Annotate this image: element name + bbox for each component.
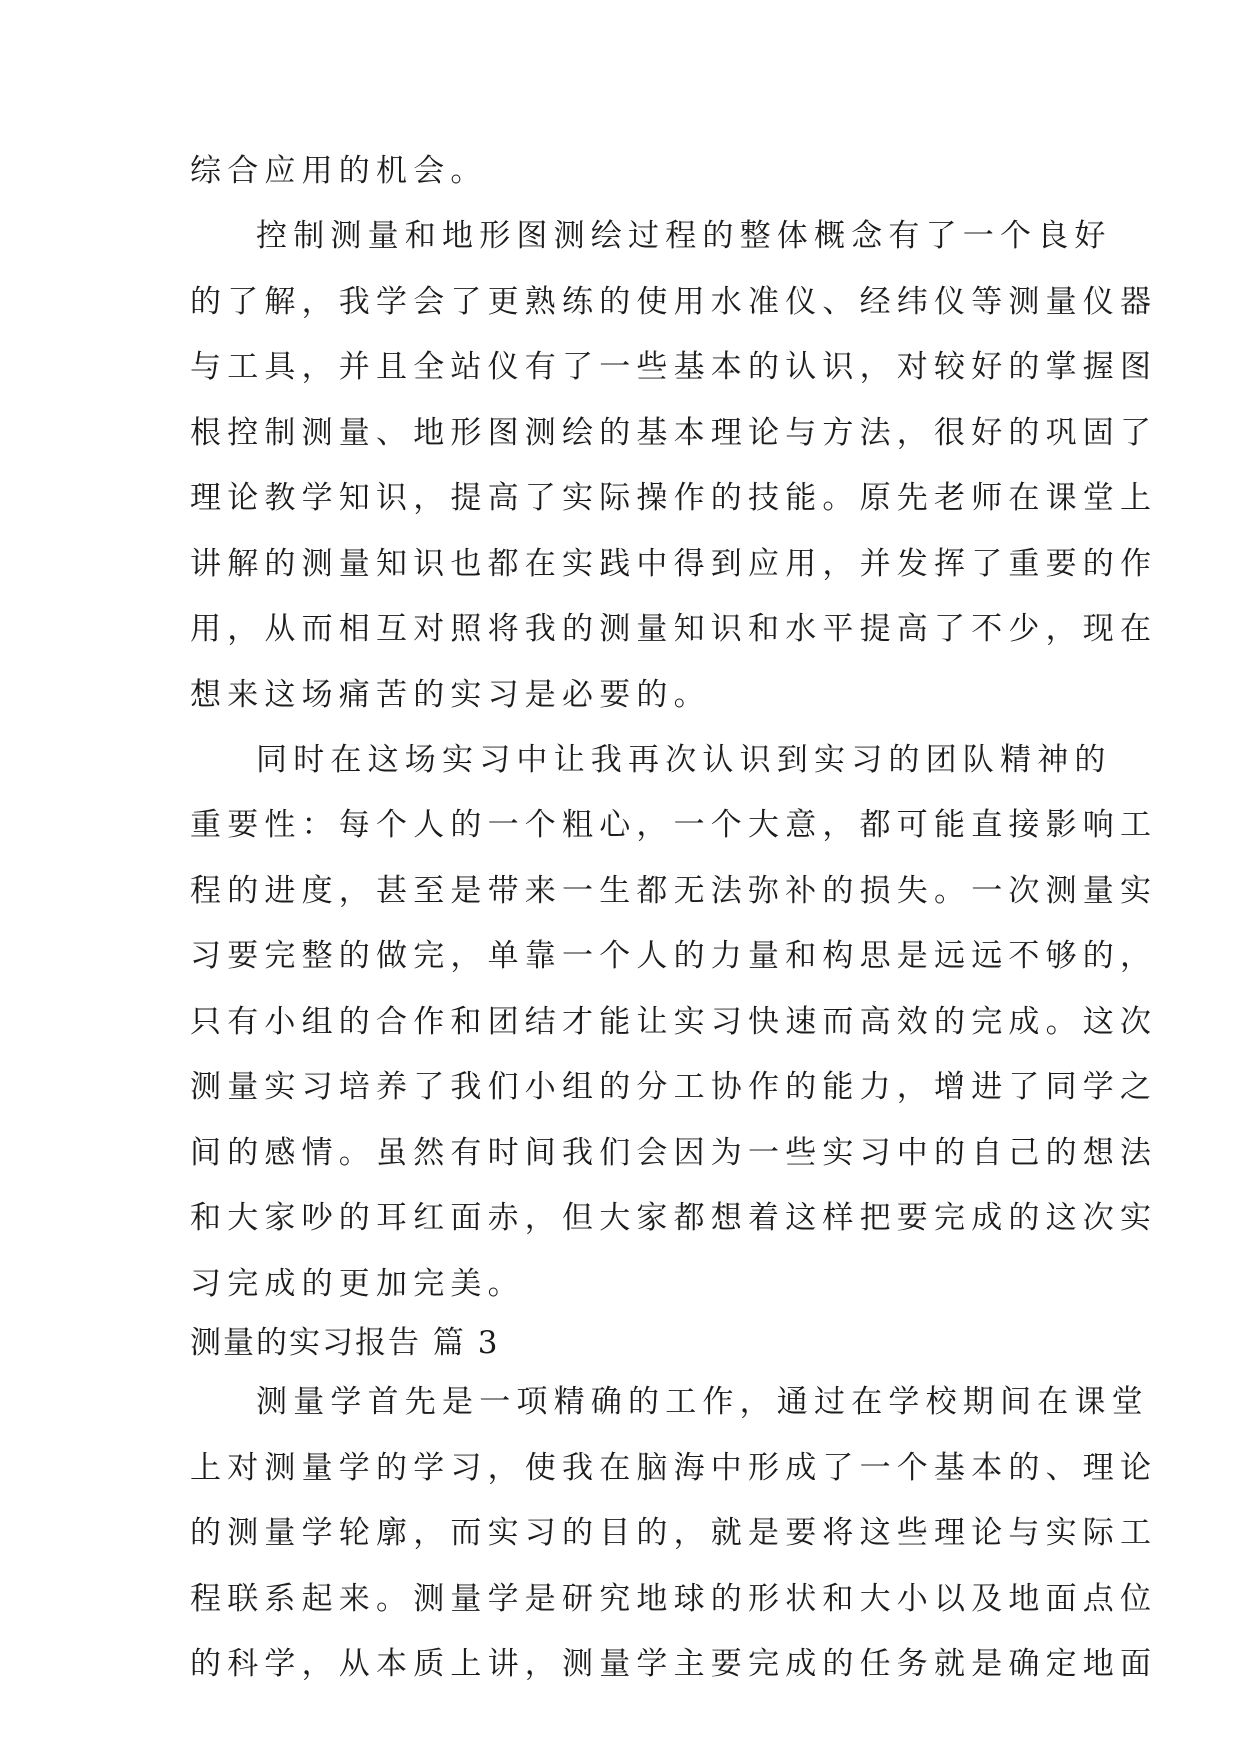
paragraph-first-line: 测量学首先是一项精确的工作，通过在学校期间在课堂	[256, 1384, 1149, 1420]
text-line: 想来这场痛苦的实习是必要的。	[190, 677, 711, 713]
text-line: 和大家吵的耳红面赤，但大家都想着这样把要完成的这次实	[190, 1200, 1158, 1236]
text-line: 习完成的更加完美。	[190, 1266, 525, 1302]
text-line: 的测量学轮廓，而实习的目的，就是要将这些理论与实际工	[190, 1515, 1158, 1551]
text-line: 讲解的测量知识也都在实践中得到应用，并发挥了重要的作	[190, 546, 1158, 582]
paragraph-first-line: 同时在这场实习中让我再次认识到实习的团队精神的	[256, 742, 1112, 778]
text-line: 测量实习培养了我们小组的分工协作的能力，增进了同学之	[190, 1069, 1158, 1105]
text-line: 只有小组的合作和团结才能让实习快速而高效的完成。这次	[190, 1004, 1158, 1040]
text-line: 间的感情。虽然有时间我们会因为一些实习中的自己的想法	[190, 1135, 1158, 1171]
text-line: 理论教学知识，提高了实际操作的技能。原先老师在课堂上	[190, 480, 1158, 516]
text-line: 程的进度，甚至是带来一生都无法弥补的损失。一次测量实	[190, 873, 1158, 909]
text-line: 上对测量学的学习，使我在脑海中形成了一个基本的、理论	[190, 1450, 1158, 1486]
text-line: 综合应用的机会。	[190, 153, 488, 189]
text-line: 的了解，我学会了更熟练的使用水准仪、经纬仪等测量仪器	[190, 284, 1158, 320]
text-line: 用，从而相互对照将我的测量知识和水平提高了不少，现在	[190, 611, 1158, 647]
text-line: 重要性：每个人的一个粗心，一个大意，都可能直接影响工	[190, 807, 1158, 843]
text-line: 与工具，并且全站仪有了一些基本的认识，对较好的掌握图	[190, 349, 1158, 385]
section-heading: 测量的实习报告 篇 3	[190, 1325, 500, 1361]
text-line: 根控制测量、地形图测绘的基本理论与方法，很好的巩固了	[190, 415, 1158, 451]
text-line: 习要完整的做完，单靠一个人的力量和构思是远远不够的，	[190, 938, 1158, 974]
text-line: 程联系起来。测量学是研究地球的形状和大小以及地面点位	[190, 1581, 1158, 1617]
paragraph-first-line: 控制测量和地形图测绘过程的整体概念有了一个良好	[256, 218, 1112, 254]
text-line: 的科学，从本质上讲，测量学主要完成的任务就是确定地面	[190, 1646, 1158, 1682]
